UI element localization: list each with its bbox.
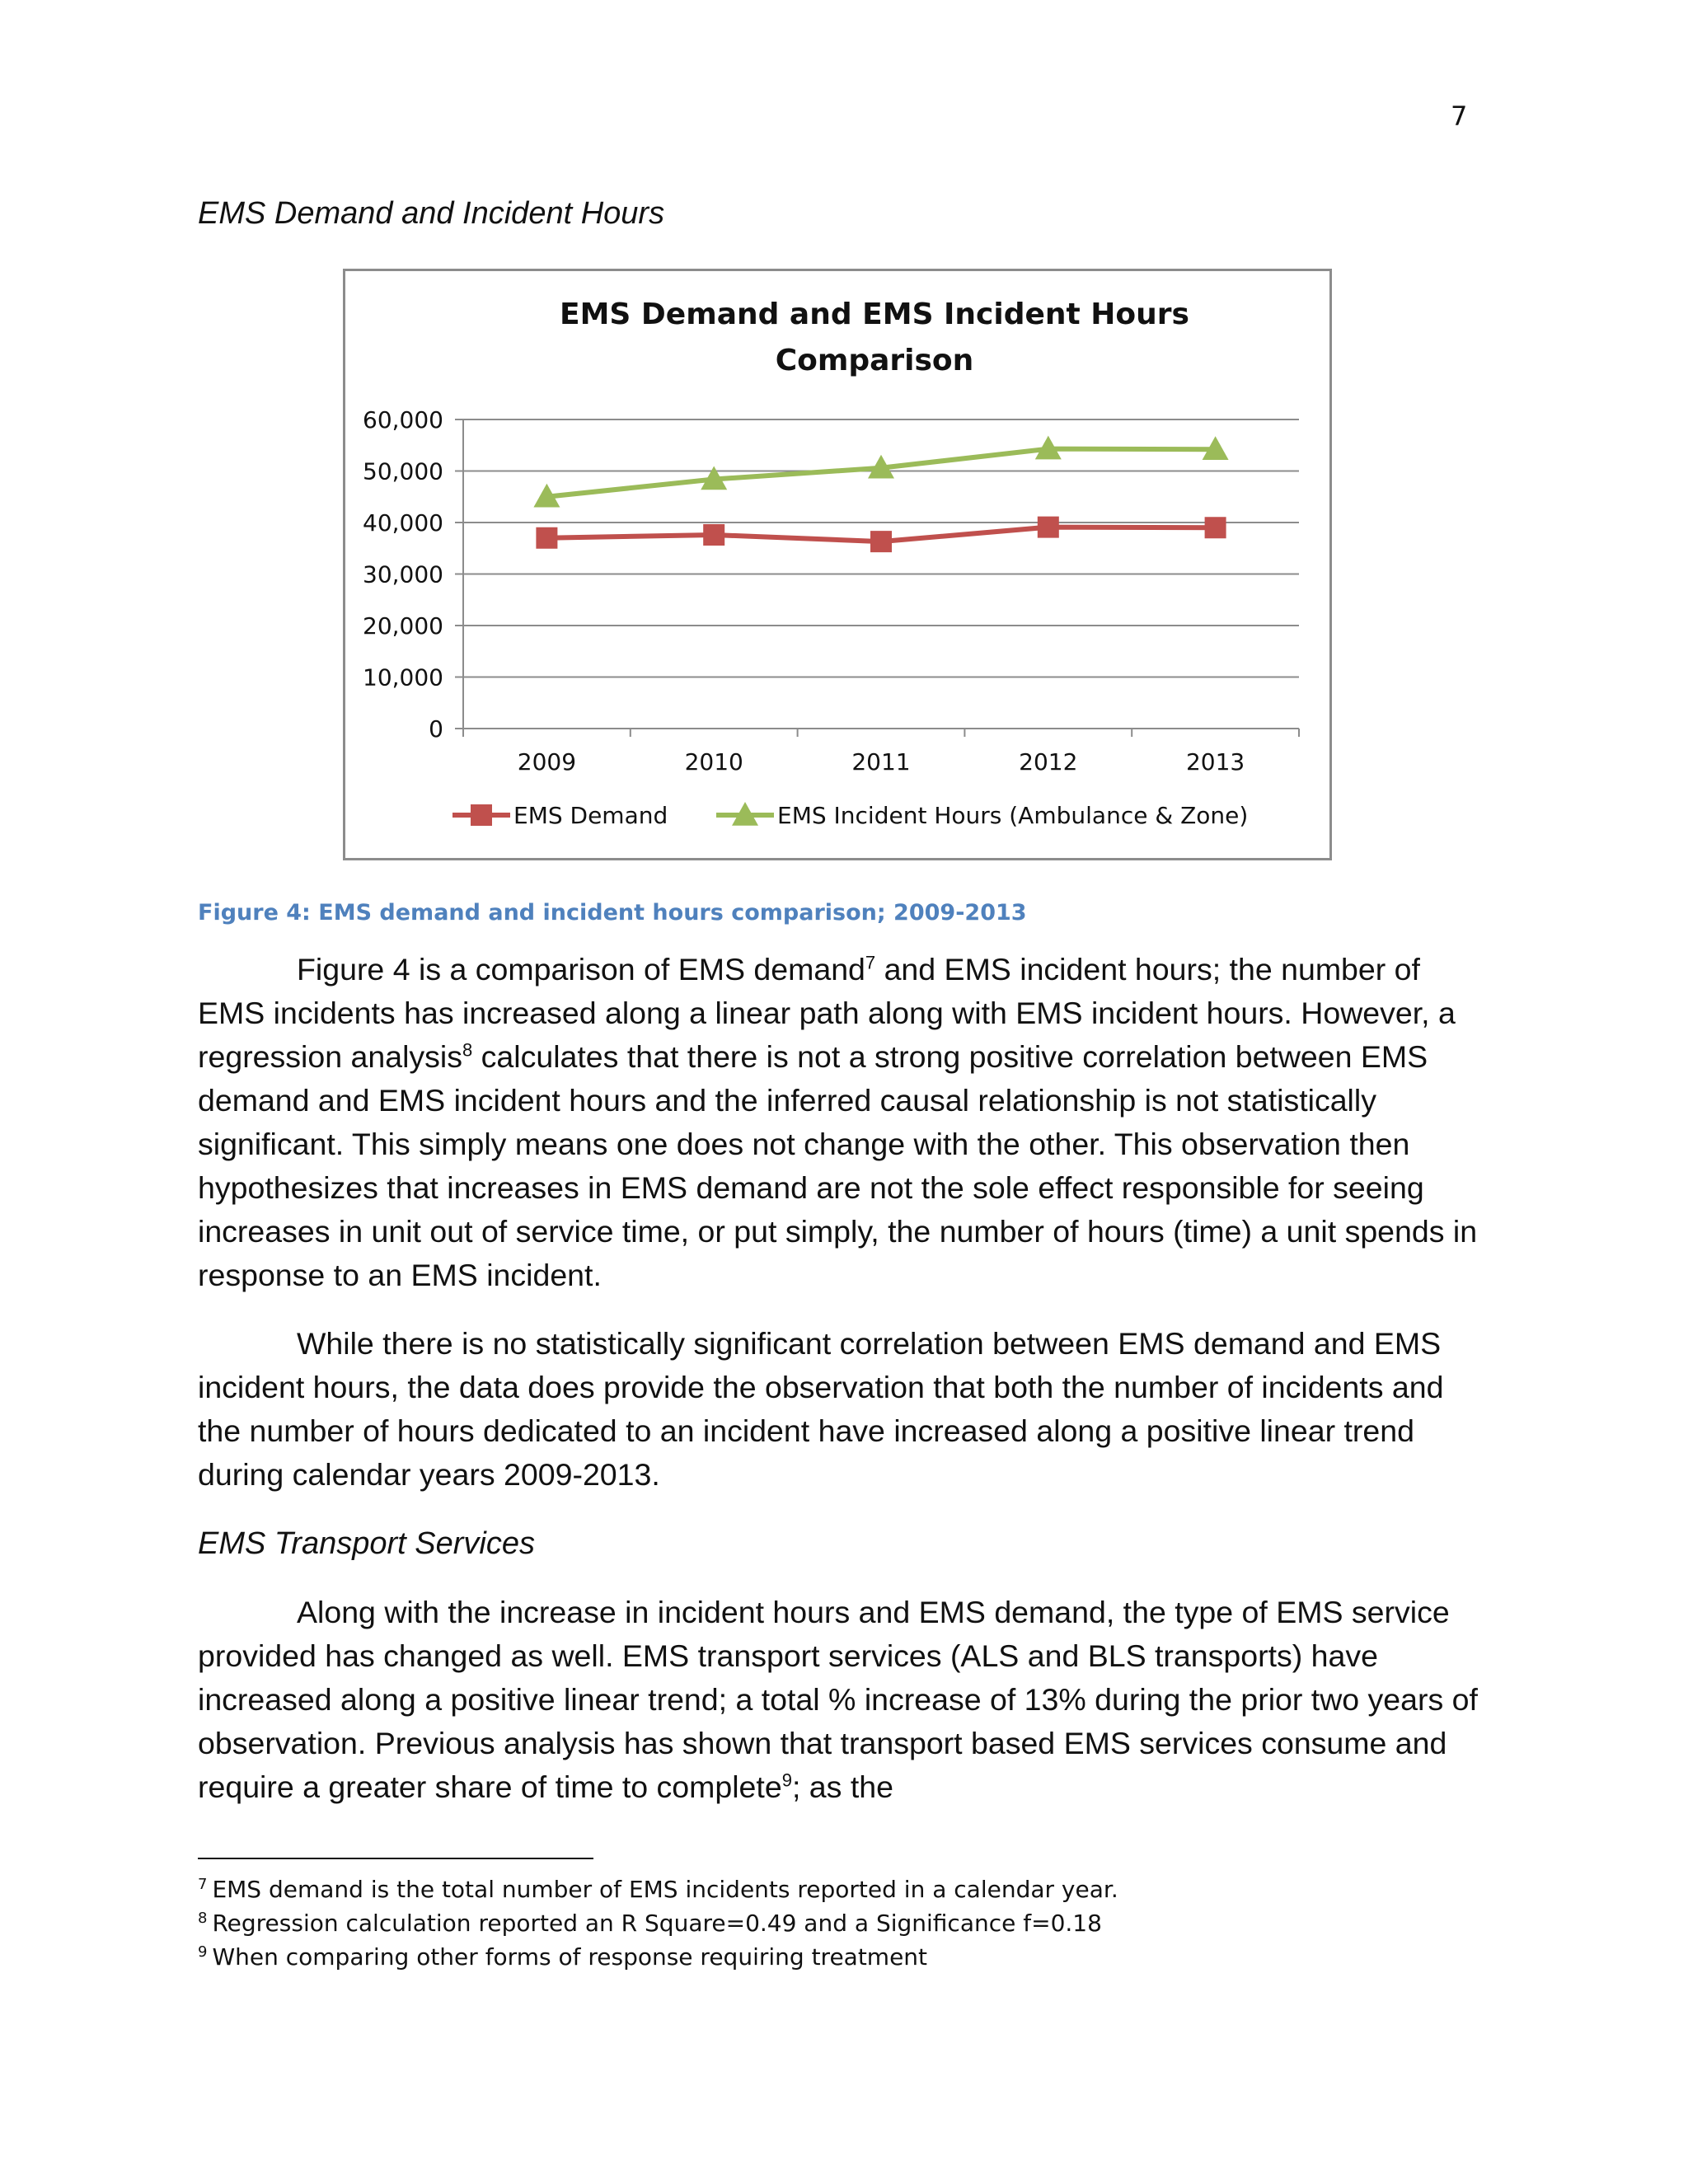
figure-caption: Figure 4: EMS demand and incident hours comparison; 2009-2013 <box>198 900 1027 926</box>
footnotes <box>198 1872 1118 1974</box>
x-tick-label: 2010 <box>684 748 743 776</box>
footnote-ref-9: 9 <box>781 1769 792 1791</box>
x-tick-label: 2009 <box>517 748 577 776</box>
x-tick-label: 2011 <box>851 748 911 776</box>
section-heading-ems-transport: EMS Transport Services <box>198 1526 535 1561</box>
y-tick-label: 0 <box>429 715 443 743</box>
paragraph-1: Figure 4 is a comparison of EMS demand$^7$ and EMS incident hours; the number of EMS incidents has increased along a linear path along with EMS incident hours. However, a regression analysis$^8$ calculates that there is not a strong positive correlation between EMS demand and EMS incident hours and the inferred causal relationship is not statistically significant. This simply means one does not change with the other. This observation then hypothesizes that increases in EMS demand are not the sole effect responsible for seeing increases in unit out of service time, or put simply, the number of hours (time) a unit spends in response to an EMS incident. <box>198 952 1478 1292</box>
footnote-divider <box>198 1858 593 1859</box>
legend-label-2: EMS Incident Hours (Ambulance & Zone) <box>777 802 1249 829</box>
footnote-ref-8: 8 <box>462 1039 473 1061</box>
footnote-8: $^8$ Regression calculation reported an R Square=0.49 and a Significance f=0.18 <box>198 1909 1102 1937</box>
data-point-1-5 <box>1205 517 1226 538</box>
data-point-1-2 <box>703 524 724 546</box>
y-tick-label: 10,000 <box>363 663 443 691</box>
legend-label-1: EMS Demand <box>513 802 668 829</box>
y-tick-label: 30,000 <box>363 560 443 588</box>
footnote-9: $^9$ When comparing other forms of response requiring treatment <box>198 1943 928 1971</box>
data-point-1-1 <box>536 527 557 549</box>
line-chart <box>345 271 1329 858</box>
data-point-1-4 <box>1038 517 1059 538</box>
paragraph-2: While there is no statistically significant correlation between EMS demand and EMS incident hours, the data does provide the observation that both the number of incidents and the number of hours dedicated to an incident have increased along a positive linear trend during calendar years 2009-2013. <box>198 1326 1444 1492</box>
y-tick-label: 40,000 <box>363 509 443 537</box>
footnote-7: $^7$ EMS demand is the total number of EMS incidents reported in a calendar year. <box>198 1875 1118 1903</box>
chart-frame <box>343 269 1332 860</box>
section-heading-ems-demand: EMS Demand and Incident Hours <box>198 196 665 231</box>
chart-title-line-1: EMS Demand and EMS Incident Hours <box>560 298 1189 331</box>
legend-marker-1 <box>471 804 492 826</box>
y-tick-label: 50,000 <box>363 457 443 485</box>
y-tick-label: 20,000 <box>363 612 443 640</box>
paragraph-3: Along with the increase in incident hours and EMS demand, the type of EMS service provided has changed as well. EMS transport services (ALS and BLS transports) have increased along a positive linear trend; a total % increase of 13% during the prior two years of observation. Previous analysis has shown that transport based EMS services consume and require a greater share of time to complete$^9$; as the <box>198 1595 1478 1804</box>
y-tick-label: 60,000 <box>363 406 443 434</box>
page-number: 7 <box>1451 101 1468 132</box>
chart-title-line-2: Comparison <box>775 344 974 377</box>
x-tick-label: 2012 <box>1019 748 1078 776</box>
x-tick-label: 2013 <box>1185 748 1245 776</box>
data-point-1-3 <box>870 531 892 552</box>
footnote-ref-7: 7 <box>865 952 876 973</box>
